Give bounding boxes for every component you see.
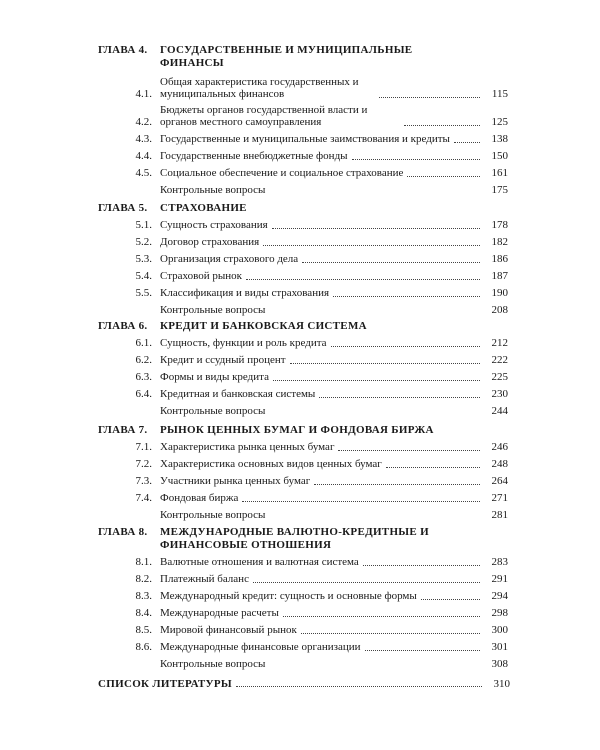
leader-space	[269, 667, 480, 668]
toc-entry[interactable]	[0, 366, 600, 383]
leader-space	[269, 193, 480, 194]
entry-number: 4.5.	[135, 167, 152, 179]
entry-number: 6.3.	[135, 371, 152, 383]
entry-title: Участники рынка ценных бумаг	[160, 475, 311, 487]
chapter-title: ГОСУДАРСТВЕННЫЕ И МУНИЦИПАЛЬНЫЕ ФИНАНСЫ	[160, 44, 413, 69]
leader-dots	[272, 227, 480, 229]
toc-entry[interactable]	[0, 100, 600, 128]
leader-dots	[242, 500, 480, 502]
toc-entry[interactable]	[0, 214, 600, 231]
entry-title: Мировой финансовый рынок	[160, 624, 297, 636]
toc-entry[interactable]	[0, 619, 600, 636]
entry-title: Контрольные вопросы	[160, 304, 266, 316]
entry-number: 8.6.	[135, 641, 152, 653]
entry-page: 222	[491, 354, 508, 366]
entry-title: Сущность, функции и роль кредита	[160, 337, 327, 349]
entry-number: 7.3.	[135, 475, 152, 487]
entry-page: 283	[491, 556, 508, 568]
entry-page: 281	[491, 509, 508, 521]
entry-number: 8.1.	[135, 556, 152, 568]
toc-entry[interactable]	[0, 585, 600, 602]
entry-page: 225	[491, 371, 508, 383]
chapter-6	[0, 320, 600, 417]
chapter-label: ГЛАВА 8.	[98, 526, 148, 538]
toc-entry[interactable]	[0, 636, 600, 653]
entry-page: 308	[491, 658, 508, 670]
leader-dots	[253, 581, 480, 583]
toc-entry[interactable]	[0, 248, 600, 265]
chapter-label: ГЛАВА 4.	[98, 44, 148, 56]
chapter-heading	[0, 44, 600, 69]
entry-number: 4.3.	[135, 133, 152, 145]
entry-page: 125	[491, 116, 508, 128]
entry-title: Международный кредит: сущность и основные формы	[160, 590, 417, 602]
toc-entry[interactable]	[0, 282, 600, 299]
toc-entry[interactable]	[0, 72, 600, 100]
leader-dots	[421, 598, 480, 600]
entry-number: 5.4.	[135, 270, 152, 282]
toc-entry[interactable]	[0, 568, 600, 585]
leader-dots	[404, 124, 480, 126]
entry-title: Кредит и ссудный процент	[160, 354, 286, 366]
toc-entry-review-questions[interactable]	[0, 653, 600, 670]
entry-title: Характеристика рынка ценных бумаг	[160, 441, 335, 453]
entry-title: Международные расчеты	[160, 607, 279, 619]
entry-number: 5.2.	[135, 236, 152, 248]
entry-number: 6.1.	[135, 337, 152, 349]
entry-title: Контрольные вопросы	[160, 184, 266, 196]
entry-page: 138	[491, 133, 508, 145]
entry-number: 6.2.	[135, 354, 152, 366]
entry-title: Государственные и муниципальные заимствования и кредиты	[160, 133, 450, 145]
leader-dots	[386, 466, 480, 468]
entry-number: 5.1.	[135, 219, 152, 231]
chapter-label: ГЛАВА 5.	[98, 202, 148, 214]
entry-title: Государственные внебюджетные фонды	[160, 150, 348, 162]
entry-page: 186	[491, 253, 508, 265]
chapter-title: МЕЖДУНАРОДНЫЕ ВАЛЮТНО-КРЕДИТНЫЕ И ФИНАНСОВЫЕ ОТНОШЕНИЯ	[160, 526, 429, 551]
entry-title: Организация страхового дела	[160, 253, 299, 265]
entry-number: 8.4.	[135, 607, 152, 619]
chapter-heading	[0, 526, 600, 551]
chapter-5	[0, 202, 600, 316]
entry-page: 300	[491, 624, 508, 636]
entry-title: Социальное обеспечение и социальное страхование	[160, 167, 404, 179]
chapter-4	[0, 44, 600, 196]
leader-dots	[363, 564, 480, 566]
toc-entry[interactable]	[0, 332, 600, 349]
entry-title: Платежный баланс	[160, 573, 249, 585]
toc-entry-review-questions[interactable]	[0, 179, 600, 196]
entry-title: Контрольные вопросы	[160, 405, 266, 417]
entry-number: 8.3.	[135, 590, 152, 602]
toc-entry-literature[interactable]	[98, 676, 510, 690]
chapter-7	[0, 424, 600, 521]
leader-dots	[319, 396, 480, 398]
entry-title: Характеристика основных видов ценных бумаг	[160, 458, 382, 470]
entry-number: 7.4.	[135, 492, 152, 504]
entry-page: 187	[491, 270, 508, 282]
entry-page: 175	[491, 184, 508, 196]
entry-title: Контрольные вопросы	[160, 509, 266, 521]
entry-number: 7.1.	[135, 441, 152, 453]
entry-page: 244	[491, 405, 508, 417]
toc-entry[interactable]	[0, 453, 600, 470]
entry-page: 178	[491, 219, 508, 231]
toc-entry[interactable]	[0, 349, 600, 366]
toc-entry-review-questions[interactable]	[0, 400, 600, 417]
leader-dots	[290, 362, 480, 364]
entry-title: Общая характеристика государственных и муниципальных финансов	[160, 76, 359, 100]
toc-entry[interactable]	[0, 128, 600, 145]
entry-page: 298	[491, 607, 508, 619]
entry-title: Формы и виды кредита	[160, 371, 269, 383]
literature-title: СПИСОК ЛИТЕРАТУРЫ	[98, 678, 233, 690]
entry-page: 248	[491, 458, 508, 470]
chapter-title: КРЕДИТ И БАНКОВСКАЯ СИСТЕМА	[160, 320, 367, 332]
entry-page: 294	[491, 590, 508, 602]
entry-page: 271	[491, 492, 508, 504]
toc-entry-review-questions[interactable]	[0, 504, 600, 521]
toc-entry[interactable]	[0, 551, 600, 568]
leader-dots	[263, 244, 480, 246]
entry-title: Контрольные вопросы	[160, 658, 266, 670]
leader-dots	[273, 379, 480, 381]
chapter-title: РЫНОК ЦЕННЫХ БУМАГ И ФОНДОВАЯ БИРЖА	[160, 424, 434, 436]
entry-number: 4.1.	[135, 88, 152, 100]
entry-title: Страховой рынок	[160, 270, 242, 282]
literature-page: 310	[493, 678, 510, 690]
toc-entry-review-questions[interactable]	[0, 299, 600, 316]
entry-page: 115	[491, 88, 508, 100]
entry-number: 6.4.	[135, 388, 152, 400]
entry-page: 291	[491, 573, 508, 585]
entry-number: 7.2.	[135, 458, 152, 470]
entry-number: 4.4.	[135, 150, 152, 162]
chapter-title: СТРАХОВАНИЕ	[160, 202, 247, 214]
toc-entry[interactable]	[0, 436, 600, 453]
leader-dots	[236, 685, 482, 687]
toc-entry[interactable]	[0, 602, 600, 619]
leader-dots	[454, 141, 480, 143]
entry-title: Договор страхования	[160, 236, 260, 248]
entry-page: 246	[491, 441, 508, 453]
chapter-label: ГЛАВА 6.	[98, 320, 148, 332]
toc-entry[interactable]	[0, 231, 600, 248]
entry-number: 8.2.	[135, 573, 152, 585]
entry-title: Международные финансовые организации	[160, 641, 361, 653]
leader-space	[269, 518, 480, 519]
leader-dots	[333, 295, 480, 297]
entry-title: Фондовая биржа	[160, 492, 239, 504]
leader-dots	[352, 158, 480, 160]
leader-space	[269, 313, 480, 314]
entry-title: Бюджеты органов государственной власти и органов местного самоуправления	[160, 104, 368, 128]
entry-page: 230	[491, 388, 508, 400]
toc-entry[interactable]	[0, 470, 600, 487]
leader-dots	[246, 278, 480, 280]
chapter-label: ГЛАВА 7.	[98, 424, 148, 436]
toc-entry[interactable]	[0, 487, 600, 504]
entry-page: 212	[491, 337, 508, 349]
leader-dots	[283, 615, 480, 617]
leader-dots	[331, 345, 480, 347]
entry-number: 8.5.	[135, 624, 152, 636]
leader-dots	[301, 632, 480, 634]
leader-dots	[302, 261, 480, 263]
entry-page: 208	[491, 304, 508, 316]
leader-dots	[338, 449, 480, 451]
entry-title: Валютные отношения и валютная система	[160, 556, 359, 568]
leader-dots	[407, 175, 480, 177]
entry-page: 190	[491, 287, 508, 299]
entry-page: 161	[491, 167, 508, 179]
entry-page: 301	[491, 641, 508, 653]
entry-number: 5.5.	[135, 287, 152, 299]
entry-page: 264	[491, 475, 508, 487]
leader-dots	[314, 483, 480, 485]
toc-entry[interactable]	[0, 162, 600, 179]
entry-number: 4.2.	[135, 116, 152, 128]
entry-page: 182	[491, 236, 508, 248]
toc-entry[interactable]	[0, 383, 600, 400]
entry-title: Классификация и виды страхования	[160, 287, 330, 299]
entry-title: Кредитная и банковская системы	[160, 388, 316, 400]
entry-title: Сущность страхования	[160, 219, 268, 231]
leader-dots	[379, 96, 480, 98]
leader-space	[269, 414, 480, 415]
toc-entry[interactable]	[0, 145, 600, 162]
chapter-8	[0, 526, 600, 670]
toc-entry[interactable]	[0, 265, 600, 282]
leader-dots	[365, 649, 481, 651]
entry-number: 5.3.	[135, 253, 152, 265]
entry-page: 150	[491, 150, 508, 162]
